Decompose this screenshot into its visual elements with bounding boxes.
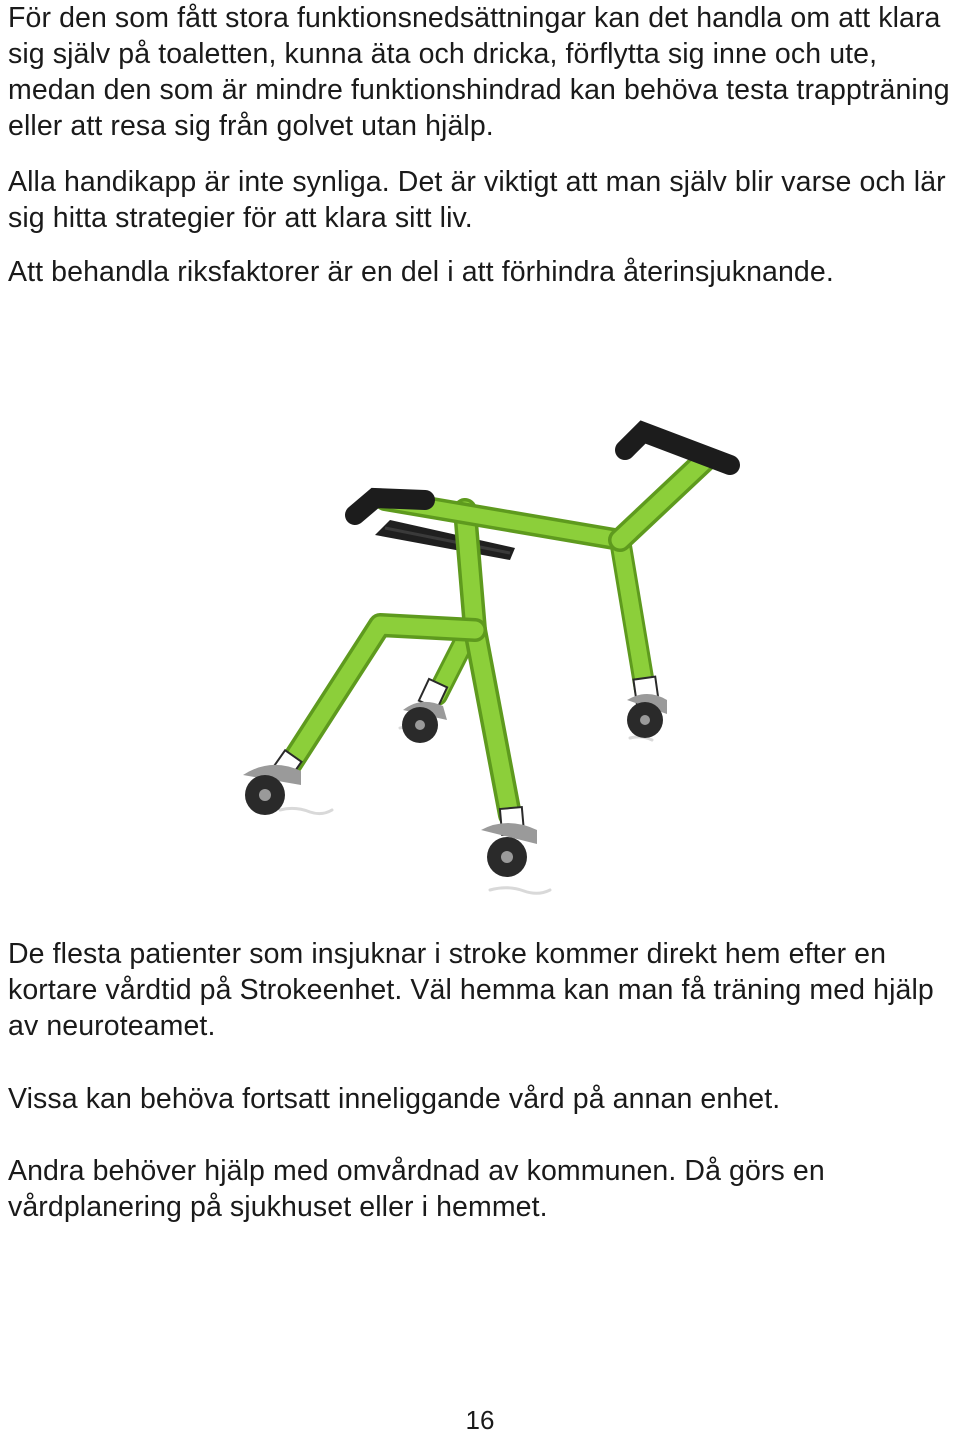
wheel-icon	[481, 823, 537, 877]
paragraph-municipal-care: Andra behöver hjälp med omvårdnad av kommunen. Då görs en vårdplanering på sjukhuset eller i hemmet.	[8, 1155, 825, 1223]
wheel-icon	[402, 702, 447, 743]
page-number: 16	[465, 1405, 495, 1435]
walker-illustration	[225, 420, 765, 930]
paragraph-risk-factors: Att behandla riksfaktorer är en del i att förhindra återinsjuknande.	[8, 256, 834, 288]
paragraph-stroke-unit: De flesta patienter som insjuknar i stroke kommer direkt hem efter en kortare vårdtid på Strokeenhet. Väl hemma kan man få träning med hjälp av neuroteamet.	[8, 938, 934, 1042]
paragraph-functional-impairments: För den som fått stora funktionsnedsättningar kan det handla om att klara sig själv på toaletten, kunna äta och dricka, förflytta sig inne och ute, medan den som är mindre funktionshindrad kan behöva testa trappträning eller att resa sig från golvet utan hjälp.	[8, 2, 950, 142]
paragraph-continued-care: Vissa kan behöva fortsatt inneliggande vård på annan enhet.	[8, 1083, 781, 1115]
rollator-icon	[225, 420, 765, 930]
paragraph-invisible-handicaps: Alla handikapp är inte synliga. Det är viktigt att man själv blir varse och lär sig hitta strategier för att klara sitt liv.	[8, 166, 946, 234]
wheel-icon	[627, 694, 667, 738]
